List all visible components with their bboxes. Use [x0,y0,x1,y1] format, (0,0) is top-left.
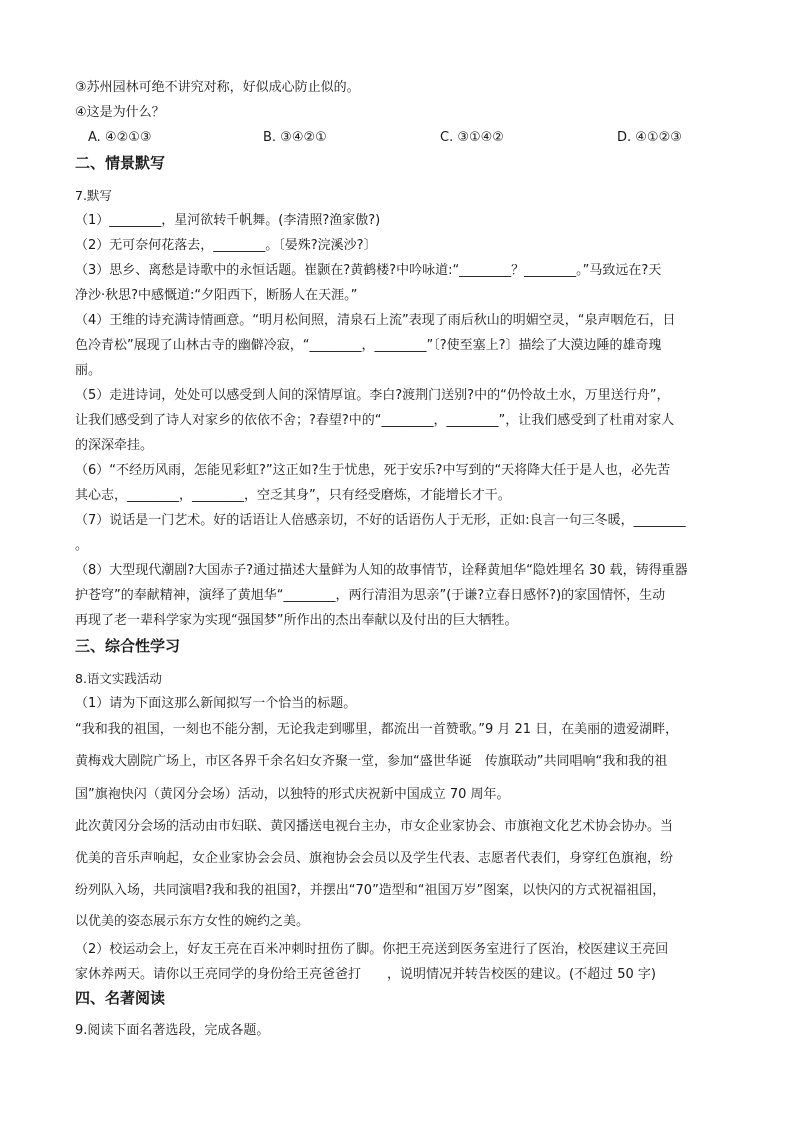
q7-line: 护苍穹”的奉献精神，演绎了黄旭华“________，两行清泪为思亲”(于谦?立春日感怀?)的家国情怀，生动 [75,588,666,603]
q7-line: 净沙·秋思?中感慨道:“夕阳西下，断肠人在天涯。” [75,288,358,303]
q8-line: （2）校运动会上，好友王亮在百米冲刺时扭伤了脚。你把王亮送到医务室进行了医治，校医建议王亮回 [75,942,669,957]
q7-line: 再现了老一辈科学家为实现“强国梦”所作出的杰出奉献以及付出的巨大牺牲。 [75,613,518,628]
q8-line: 以优美的姿态展示东方女性的婉约之美。 [75,914,310,929]
q7-line: （8）大型现代潮剧?大国赤子?通过描述大量鲜为人知的故事情节，诠释黄旭华“隐姓埋名 30 载，铸得重器 [75,563,688,578]
q6-option-d: D. ④①②③ [617,130,682,145]
q7-line: （1）________，星河欲转千帆舞。(李清照?渔家傲?) [75,213,381,228]
q6-option-a: A. ④②①③ [88,130,152,145]
section-4-heading: 四、名著阅读 [75,989,166,1007]
q7-line: （7）说话是一门艺术。好的话语让人倍感亲切，不好的话语伤人于无形，正如:良言一句三冬暖，________ [75,513,686,528]
q7-line: （3）思乡、离愁是诗歌中的永恒话题。崔颢在?黄鹤楼?中吟咏道:“________？________。”马致远在?天 [75,263,662,278]
q7-line: （2）无可奈何花落去，________。〔晏殊?浣溪沙?〕 [75,238,377,253]
q7-title: 7.默写 [75,188,112,203]
q7-line: 其心志，________，________，空乏其身”，只有经受磨炼，才能增长才干。 [75,488,511,503]
q8-line: “我和我的祖国，一刻也不能分割，无论我走到哪里，都流出一首赞歌。”9 月 21 日，在美丽的遗爱湖畔， [75,722,679,737]
q7-line: 。 [75,538,89,553]
q7-line: 色冷青松”展现了山林古寺的幽僻冷寂，“________，________”〔?使至塞上?〕描绘了大漠边陲的雄奇瑰 [75,338,662,353]
q8-line: 国”旗袍快闪（黄冈分会场）活动，以独特的形式庆祝新中国成立 70 周年。 [75,787,510,802]
q7-line: （6）“不经历风雨，怎能见彩虹?”这正如?生于忧患，死于安乐?中写到的“天将降大任于是人也，必先苦 [75,463,671,478]
q8-line: 优美的音乐声响起，女企业家协会会员、旗袍协会会员以及学生代表、志愿者代表们，身穿红色旗袍，纷 [75,851,674,866]
q8-line: 此次黄冈分会场的活动由市妇联、黄冈播送电视台主办，市女企业家协会、市旗袍文化艺术协会协办。当 [75,819,674,834]
q6-option-b: B. ③④②① [263,130,327,145]
q9-title: 9.阅读下面名著选段，完成各题。 [75,1023,270,1038]
q7-line: （4）王维的诗充满诗情画意。“明月松间照，清泉石上流”表现了雨后秋山的明媚空灵，“泉声咽危石，日 [75,313,676,328]
q8-title: 8.语文实践活动 [75,671,162,686]
q7-line: 让我们感受到了诗人对家乡的依依不舍；?春望?中的“________，________”，让我们感受到了杜甫对家人 [75,413,675,428]
q8-line: 黄梅戏大剧院广场上，市区各界千余名妇女齐聚一堂，参加“盛世华诞 传旗联动”共同唱响“我和我的祖 [75,754,668,769]
q8-line: 家休养两天。请你以王亮同学的身份给王亮爸爸打 ，说明情况并转告校医的建议。(不超过 50 字) [75,967,656,982]
q7-line: 丽。 [75,363,102,378]
q6-line-4: ④这是为什么？ [75,105,165,120]
q7-line: （5）走进诗词，处处可以感受到人间的深情厚谊。李白?渡荆门送别?中的“仍怜故土水，万里送行舟”， [75,388,670,403]
q8-line: 纷列队入场，共同演唱?我和我的祖国?，并摆出“70”造型和“祖国万岁”图案，以快闪的方式祝福祖国， [75,883,666,898]
q8-line: （1）请为下面这那么新闻拟写一个恰当的标题。 [75,696,357,711]
section-2-heading: 二、情景默写 [75,154,166,172]
q6-line-3: ③苏州园林可绝不讲究对称，好似成心防止似的。 [75,80,360,95]
q7-line: 的深深牵挂。 [75,438,154,453]
section-3-heading: 三、综合性学习 [75,637,181,655]
q6-option-c: C. ③①④② [440,130,504,145]
